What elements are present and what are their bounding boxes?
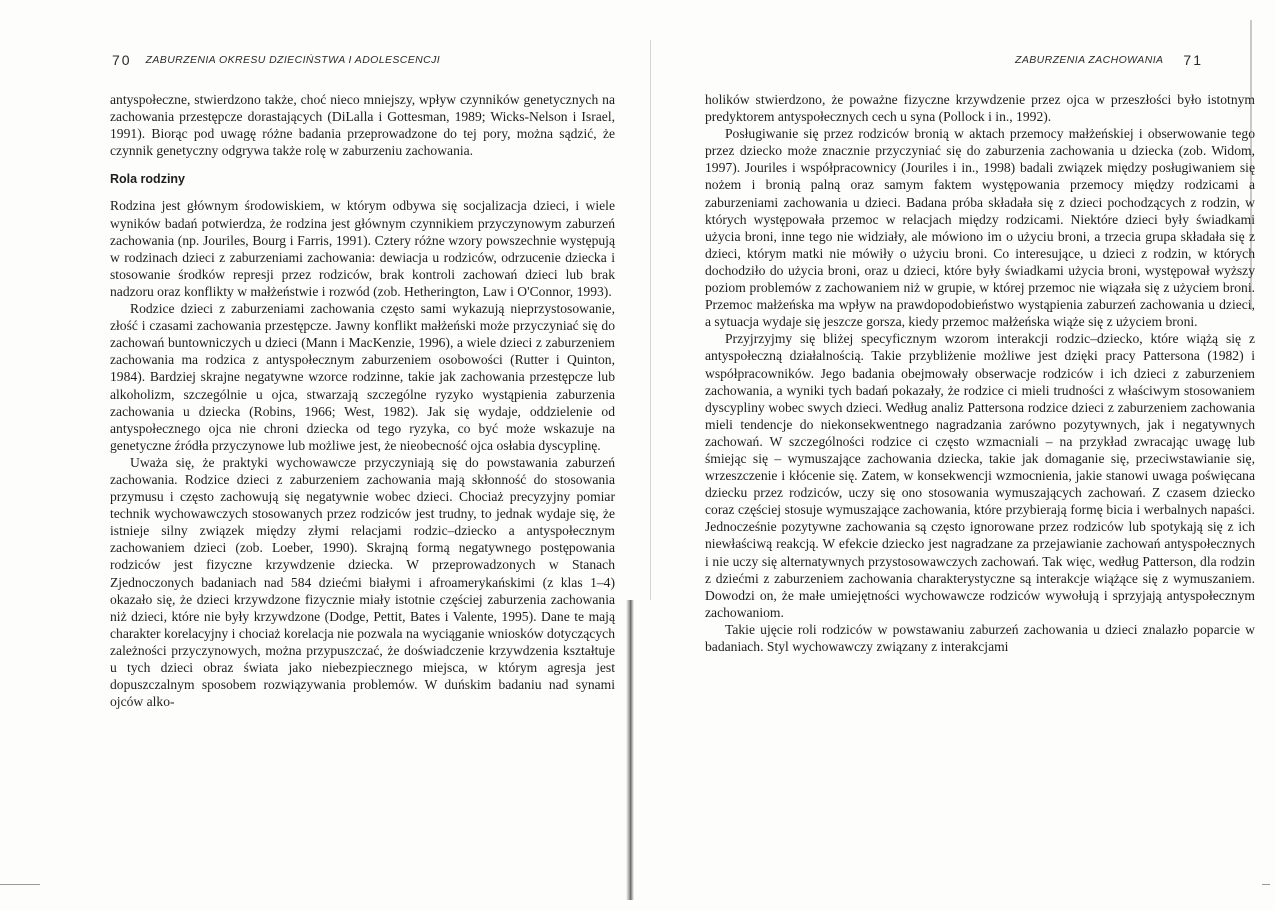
right-text-column <box>705 91 1255 655</box>
right-page <box>650 0 1275 910</box>
left-running-header <box>112 50 440 70</box>
left-page-number: 70 <box>112 52 132 68</box>
left-running-head: ZABURZENIA OKRESU DZIECIŃSTWA I ADOLESCENCJI <box>145 54 441 66</box>
paragraph: Rodzina jest głównym środowiskiem, w którym odbywa się socjalizacja dzieci, i wiele wyników badań potwierdza, że rodzina jest głównym czynnikiem przyczynowym zaburzeń zachowania (np. Jouriles, Bourg i Farris, 1991). Cztery różne wzory powszechnie występują w rodzinach dzieci z zaburzeniami zachowania: dewiacja u rodziców, odrzucenie dziecka i stosowanie środków represji przez rodziców, brak kontroli zachowań dzieci lub brak nadzoru oraz konflikty w małżeństwie i rozwód (zob. Hetherington, Law i O'Connor, 1993). <box>110 198 615 299</box>
paragraph: Takie ujęcie roli rodziców w powstawaniu zaburzeń zachowania u dzieci znalazło poparcie w badaniach. Styl wychowawczy związany z interakcjami <box>705 621 1255 654</box>
paragraph-continuation: antyspołeczne, stwierdzono także, choć nieco mniejszy, wpływ czynników genetycznych na zachowania przestępcze dorastających (DiLalla i Gottesman, 1989; Wicks-Nelson i Israel, 1991). Biorąc pod uwagę różne badania przeprowadzone do tej pory, można sądzić, że czynnik genetyczny odgrywa także rolę w zaburzeniu zachowania. <box>110 92 615 159</box>
paragraph: Rodzice dzieci z zaburzeniami zachowania często sami wykazują nieprzystosowanie, złość i czasami zachowania przestępcze. Jawny konflikt małżeński może przyczyniać się do zachowań buntowniczych u dzieci (Mann i MacKenzie, 1996), a wiele dzieci z zaburzeniem zachowania ma rodzica z antyspołecznym zaburzeniem osobowości (Rutter i Quinton, 1984). Bardziej skrajne negatywne wzorce rodzinne, takie jak zachowania przestępcze lub alkoholizm, szczególnie u ojca, stwarzają szczególne ryzyko wystąpienia zaburzenia zachowania u dziecka (Robins, 1966; West, 1982). Jak się wydaje, oddzielenie od antyspołecznego ojca nie chroni dziecka od tego ryzyka, co być może wskazuje na genetyczne źródła przyczynowe lub możliwe jest, że nieobecność ojca osłabia dyscyplinę. <box>110 301 615 453</box>
right-page-number: 71 <box>1183 52 1203 68</box>
paragraph-continuation: holików stwierdzono, że poważne fizyczne krzywdzenie przez ojca w przeszłości było istotnym predyktorem antyspołecznych cech u syna (Pollock i in., 1992). <box>705 92 1255 125</box>
left-text-column <box>110 91 615 710</box>
section-heading: Rola rodziny <box>110 172 186 187</box>
right-running-head: ZABURZENIA ZACHOWANIA <box>1015 54 1164 66</box>
right-running-header <box>1015 50 1203 70</box>
paragraph: Przyjrzyjmy się bliżej specyficznym wzorom interakcji rodzic–dziecko, które wiążą się z antyspołeczną działalnością. Takie przybliżenie możliwe jest dzięki pracy Pattersona (1982) i współpracowników. Jego badania obejmowały obserwacje rodziców i ich dzieci z zaburzeniem zachowania, a wyniki tych badań pokazały, że rodzice ci mieli trudności z właściwym stosowaniem dyscypliny wobec swych dzieci. Według analiz Pattersona rodzice dzieci z zaburzeniem zachowania mieli tendencje do niekonsekwentnego nagradzania zarówno pozytywnych, jak i negatywnych zachowań. W szczególności rodzice ci często wzmacniali – na przykład zwracając uwagę lub śmiejąc się – wymuszające zachowania dziecka, takie jak domaganie się, przeciwstawianie się, wrzeszczenie i kłócenie się. Zatem, w konsekwencji wzmocnienia, jakie stanowi uwaga poświęcana dziecku przez rodziców, uczy się ono stosowania wymuszających zachowań. Z czasem dziecko coraz częściej stosuje wymuszające zachowania, które przybierają formę bicia i werbalnych napaści. Jednocześnie pozytywne zachowania są często ignorowane przez rodziców lub spotykają się z ich niewłaściwą reakcją. W efekcie dziecko jest nagradzane za przejawianie zachowań antyspołecznych i nie uczy się alternatywnych przystosowawczych zachowań. Tak więc, według Patterson, dla rodzin z dziećmi z zaburzeniem zachowania charakterystyczne są interakcje wiążące się z wymuszaniem. Dowodzi on, że małe umiejętności wychowawcze rodziców wywołują i sprzyjają antyspołecznym zachowaniom. <box>705 331 1255 620</box>
paragraph: Posługiwanie się przez rodziców bronią w aktach przemocy małżeńskiej i obserwowanie tego przez dziecko może znacznie przyczyniać się do zaburzenia zachowania u dziecka (zob. Widom, 1997). Jouriles i współpracownicy (Jouriles i in., 1998) badali związek między posługiwaniem się nożem i bronią palną oraz samym faktem występowania przemocy między rodzicami a zaburzeniami zachowania u dzieci. Badana próba składała się z dzieci pochodzących z rodzin, w których występowała przemoc w relacjach między rodzicami. Niektóre dzieci były świadkami użycia broni, inne tego nie widziały, ale mówiono im o użyciu broni, a trzecia grupa składała się z dzieci, którym matki nie mówiły o użyciu broni. Co interesujące, u dzieci z rodzin, w których dochodziło do użycia broni, oraz u dzieci, które były świadkami użycia broni, występował wyższy poziom problemów z zachowaniem niż w grupie, w której przemoc nie wiązała się z użyciem broni. Przemoc małżeńska ma wpływ na prawdopodobieństwo wystąpienia zaburzeń zachowania u dzieci, a sytuacja wydaje się jeszcze gorsza, kiedy przemoc małżeńska wiąże się z użyciem broni. <box>705 126 1255 330</box>
paragraph: Uważa się, że praktyki wychowawcze przyczyniają się do powstawania zaburzeń zachowania. Rodzice dzieci z zaburzeniem zachowania mają skłonność do stosowania przymusu i często zachowują się negatywnie wobec dzieci. Chociaż precyzyjny pomiar technik wychowawczych stosowanych przez rodziców jest trudny, to jednak wydaje się, że istnieje silny związek między złymi relacjami rodzic–dziecko a antyspołecznym zachowaniem dzieci (zob. Loeber, 1990). Skrajną formą negatywnego postępowania rodziców jest fizyczne krzywdzenie dziecka. W przeprowadzonych w Stanach Zjednoczonych badaniach nad 584 dziećmi białymi i afroamerykańskimi (z klas 1–4) okazało się, że dzieci krzywdzone fizycznie miały istotnie częściej zaburzenia zachowania niż dzieci, które nie były krzywdzone (Dodge, Pettit, Bates i Valente, 1995). Dane te mają charakter korelacyjny i chociaż korelacja nie pozwala na wyciąganie wniosków dotyczących zależności przyczynowych, można przypuszczać, że doświadczenie krzywdzenia kształtuje u tych dzieci obraz świata jako niebezpiecznego miejsca, w którym agresja jest dopuszczalnym sposobem rozwiązywania problemów. W duńskim badaniu nad synami ojców alko- <box>110 454 615 710</box>
